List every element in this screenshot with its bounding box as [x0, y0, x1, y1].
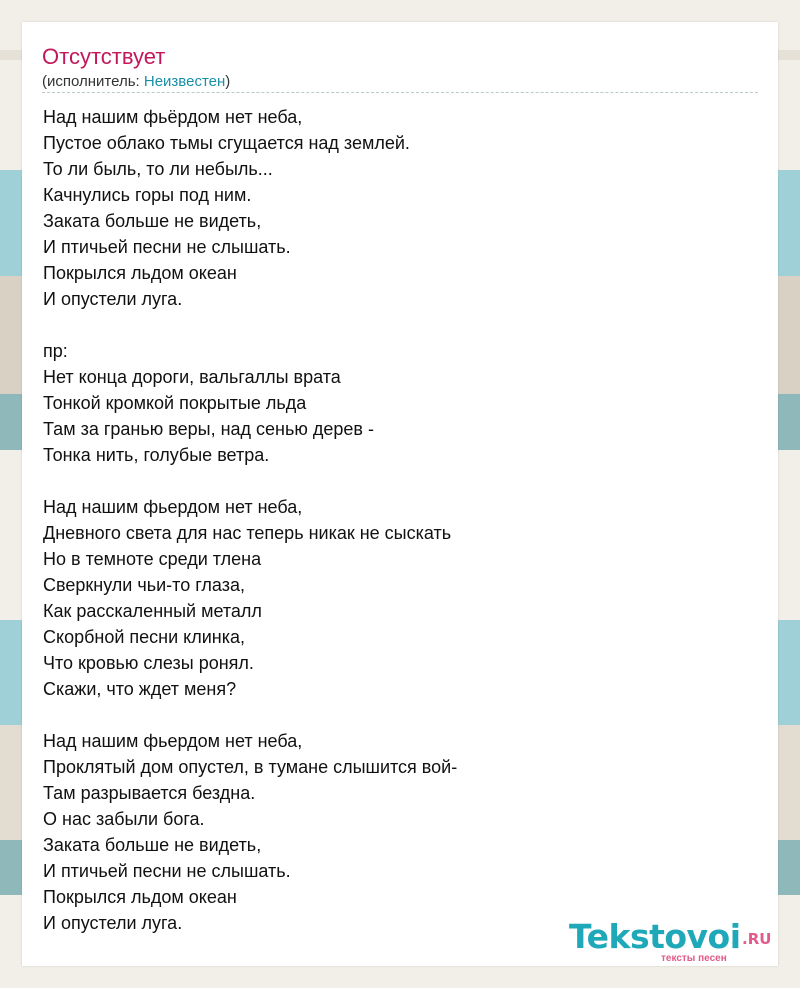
lyric-line: Над нашим фьёрдом нет неба,	[43, 107, 303, 127]
lyric-line: Там разрывается бездна.	[43, 783, 256, 803]
lyric-line: И опустели луга.	[43, 913, 183, 933]
lyric-line: Дневного света для нас теперь никак не сыскать	[43, 523, 452, 543]
lyric-line: Качнулись горы под ним.	[43, 185, 252, 205]
lyric-line: Покрылся льдом океан	[43, 887, 237, 907]
song-title: Отсутствует	[42, 44, 166, 69]
lyric-line: Что кровью слезы ронял.	[43, 653, 254, 673]
artist-link[interactable]: Неизвестен	[143, 73, 226, 90]
lyric-line: Пустое облако тьмы сгущается над землей.	[43, 133, 410, 153]
lyric-line: пр:	[43, 341, 68, 361]
lyric-line: Скажи, что ждет меня?	[43, 679, 237, 699]
artist-prefix: (исполнитель:	[42, 73, 144, 90]
lyric-line: Нет конца дороги, вальгаллы врата	[43, 367, 341, 387]
lyric-line	[43, 312, 743, 338]
lyric-line: Сверкнули чьи-то глаза,	[43, 575, 245, 595]
lyrics-card	[22, 22, 778, 966]
lyric-line: Тонкой кромкой покрытые льда	[43, 393, 307, 413]
lyric-line: О нас забыли бога.	[43, 809, 205, 829]
lyric-line: И птичьей песни не слышать.	[43, 237, 291, 257]
lyric-line: То ли быль, то ли небыль...	[43, 159, 273, 179]
lyric-line: Проклятый дом опустел, в тумане слышится вой-	[43, 757, 458, 777]
lyric-line	[43, 702, 743, 728]
lyric-line: Заката больше не видеть,	[43, 211, 262, 231]
lyric-line: Тонка нить, голубые ветра.	[43, 445, 270, 465]
lyric-line: Как расскаленный металл	[43, 601, 262, 621]
lyric-line: Покрылся льдом океан	[43, 263, 237, 283]
logo-name: Tekstovoi	[569, 917, 741, 956]
lyrics-text	[43, 104, 743, 936]
artist-suffix: )	[225, 73, 231, 90]
lyric-line: Там за гранью веры, над сенью дерев -	[43, 419, 374, 439]
lyric-line: И опустели луга.	[43, 289, 183, 309]
lyric-line: Над нашим фьердом нет неба,	[43, 731, 303, 751]
lyric-line: Над нашим фьердом нет неба,	[43, 497, 303, 517]
title-divider	[42, 92, 758, 93]
lyric-line: Скорбной песни клинка,	[43, 627, 246, 647]
lyric-line: Но в темноте среди тлена	[43, 549, 262, 569]
lyric-line	[43, 468, 743, 494]
site-logo[interactable]	[569, 918, 779, 966]
lyric-line: Заката больше не видеть,	[43, 835, 262, 855]
lyric-line: И птичьей песни не слышать.	[43, 861, 291, 881]
logo-domain: .RU	[742, 930, 772, 948]
logo-tagline: тексты песен	[661, 953, 727, 964]
artist-line	[42, 73, 230, 91]
